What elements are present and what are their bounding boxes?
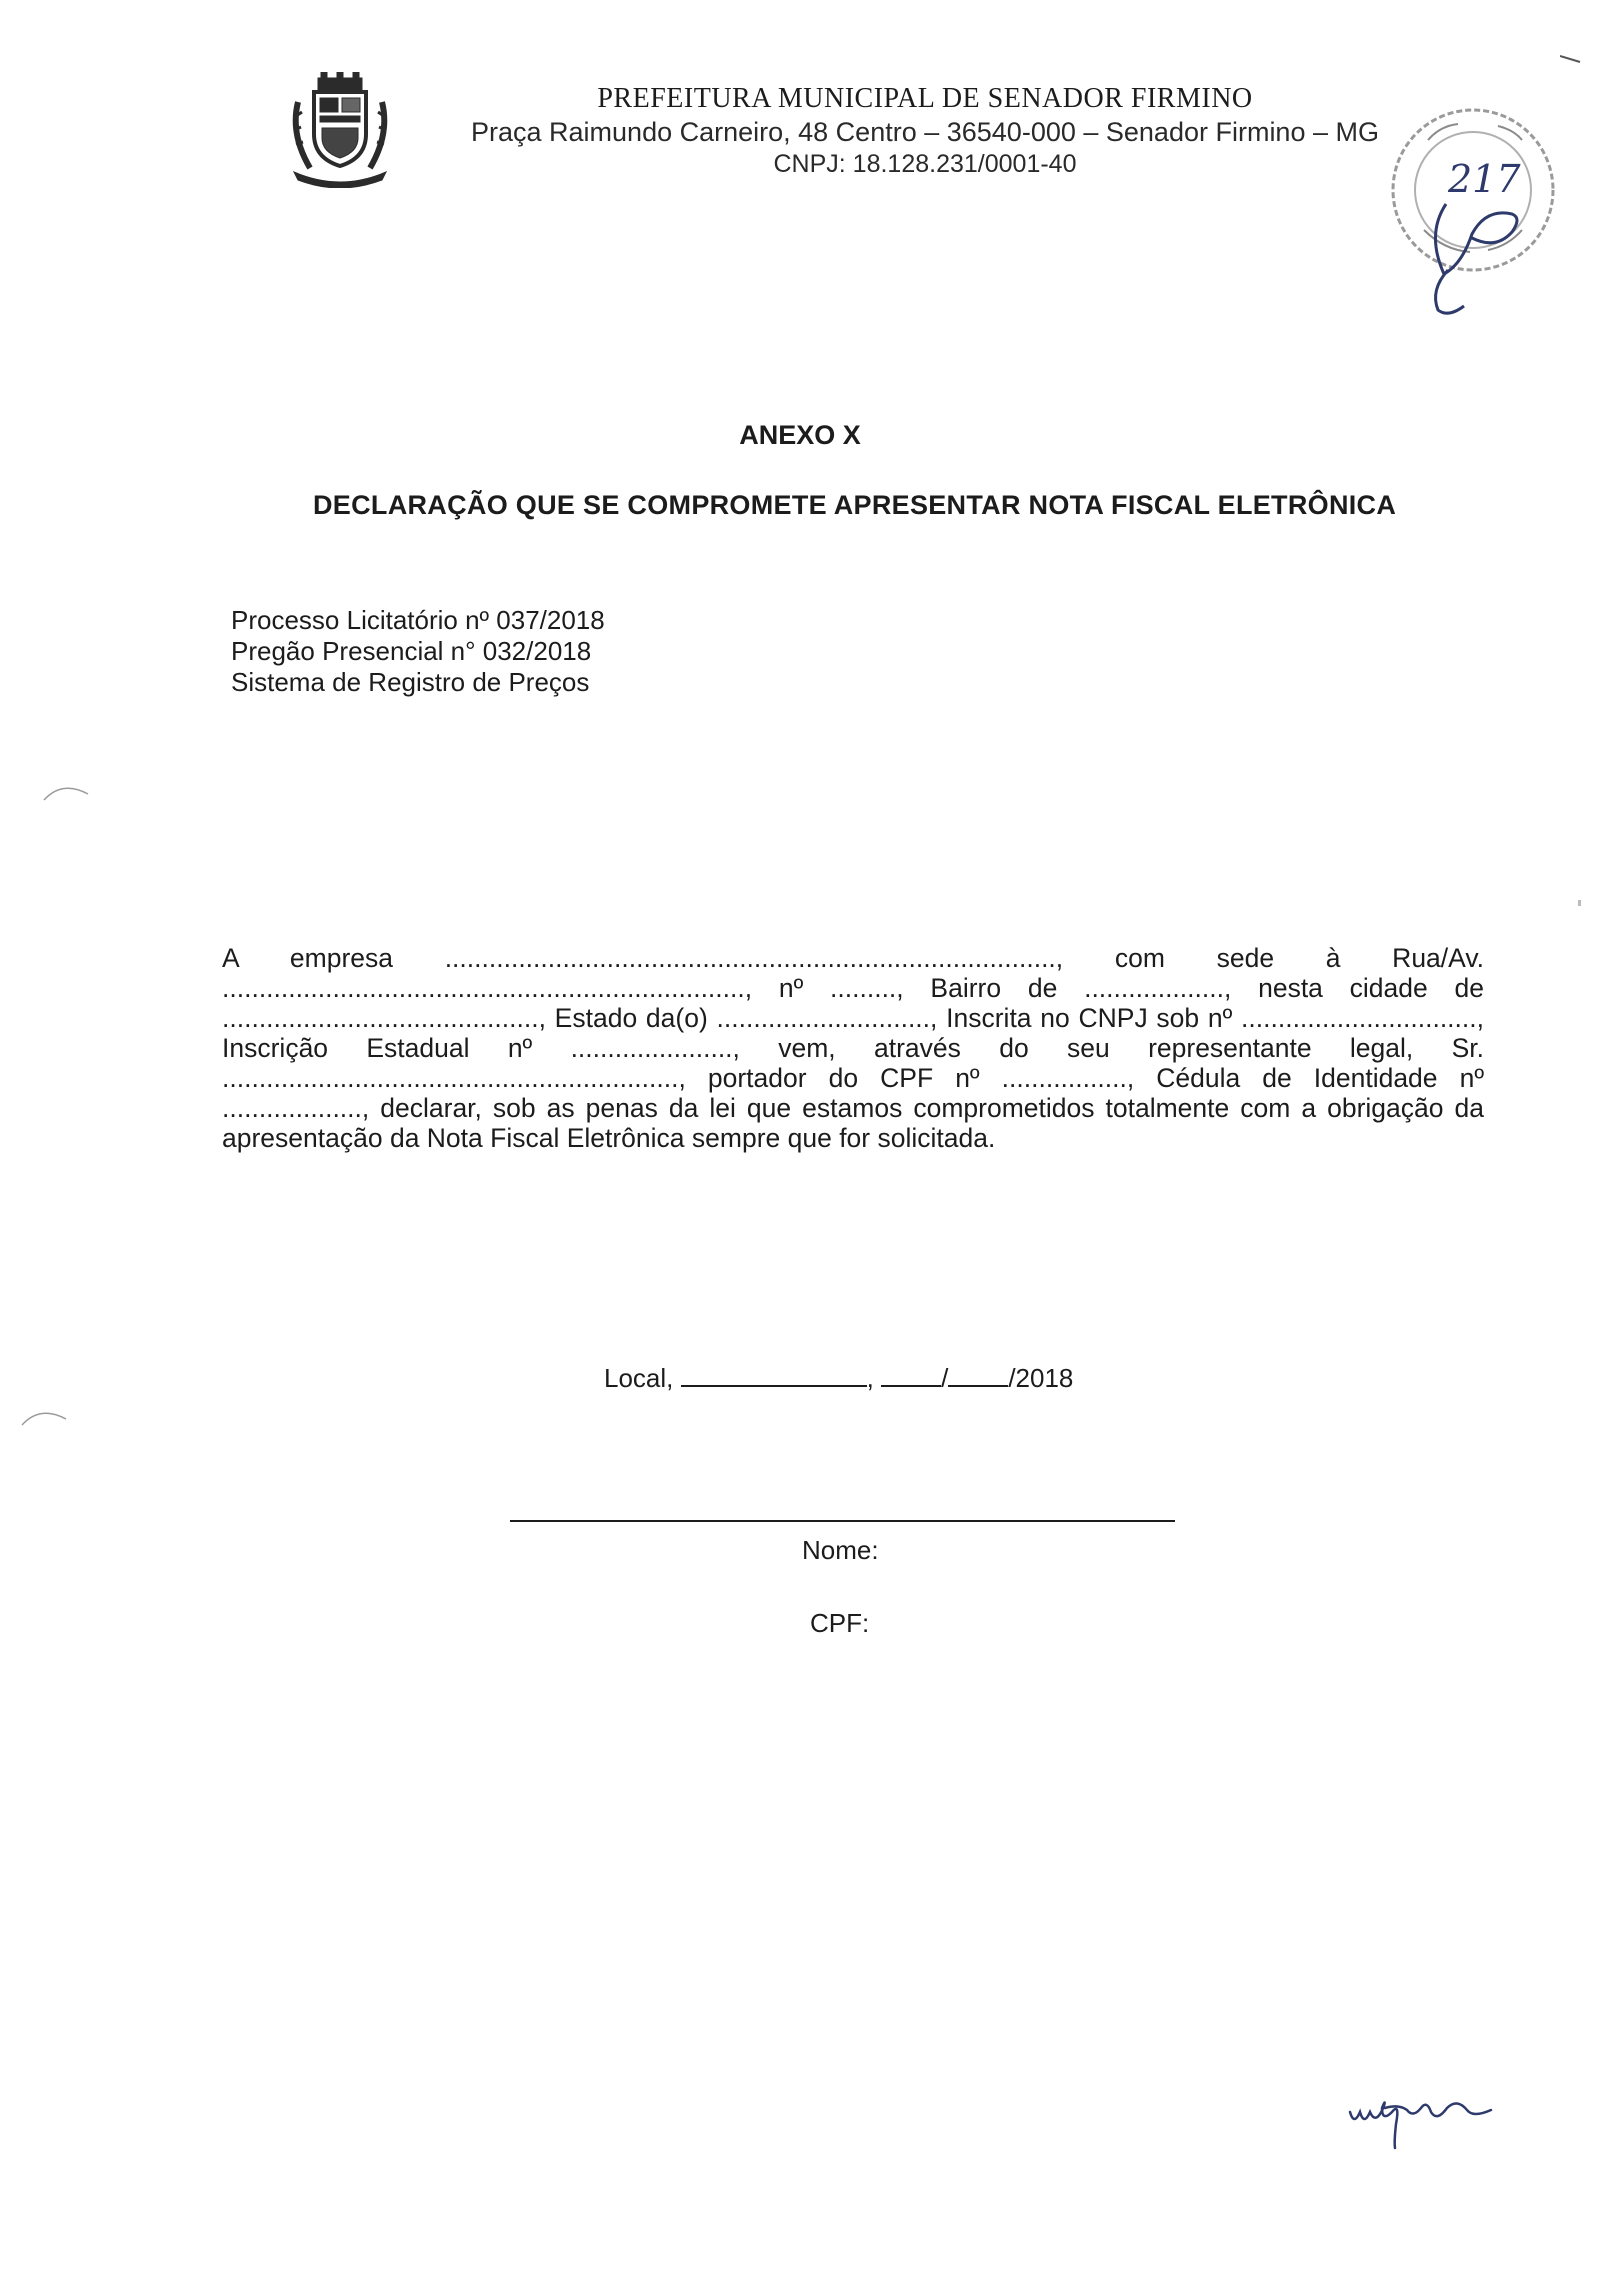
price-registry: Sistema de Registro de Preços [231,667,590,697]
day-blank [881,1363,941,1387]
handwritten-initials [1345,2090,1515,2150]
auction-number: Pregão Presencial n° 032/2018 [231,636,592,666]
scan-mark [42,780,92,810]
local-label: Local, [604,1363,674,1393]
local-date-line [604,1363,1073,1394]
local-comma: , [866,1363,874,1393]
annex-heading: ANEXO X [739,420,861,450]
letterhead-title: PREFEITURA MUNICIPAL DE SENADOR FIRMINO [597,83,1253,114]
corner-mark [1560,54,1582,64]
protocol-stamp [1388,80,1558,330]
process-number: Processo Licitatório nº 037/2018 [231,605,605,635]
letterhead-address: Praça Raimundo Carneiro, 48 Centro – 36540-000 – Senador Firmino – MG [471,117,1379,147]
signature-cpf-label: CPF: [810,1608,870,1638]
local-blank [681,1363,867,1387]
stamp-page-number: 217 [1448,157,1521,201]
signature-name-label: Nome: [802,1535,879,1565]
scan-mark [20,1405,70,1435]
date-slash: / [941,1363,949,1393]
process-info [231,605,605,698]
signature-line [510,1520,1175,1522]
declaration-title: DECLARAÇÃO QUE SE COMPROMETE APRESENTAR NOTA FISCAL ELETRÔNICA [313,490,1397,520]
scan-mark [1578,900,1581,906]
date-year: /2018 [1008,1363,1074,1393]
month-blank [948,1363,1008,1387]
letterhead-cnpj: CNPJ: 18.128.231/0001-40 [773,150,1077,178]
declaration-body: A empresa ..................................................................................., com sede à Rua/Av. ......................................................................., nº ........., Bairro de ..................., nesta cidade de ..........................................., Estado da(o) ............................., Inscrita no CNPJ sob nº ................................, Inscrição Estadual nº ......................, vem, através do seu representante legal, Sr. .............................................................., portador do CPF nº ................., Cédula de Identidade nº ..................., declarar, sob as penas da lei que estamos comprometidos totalmente com a obrigação da apresentação da Nota Fiscal Eletrônica sempre que for solicitada. [222,943,1484,1153]
municipal-crest-icon [288,72,392,188]
letterhead [400,82,1450,180]
